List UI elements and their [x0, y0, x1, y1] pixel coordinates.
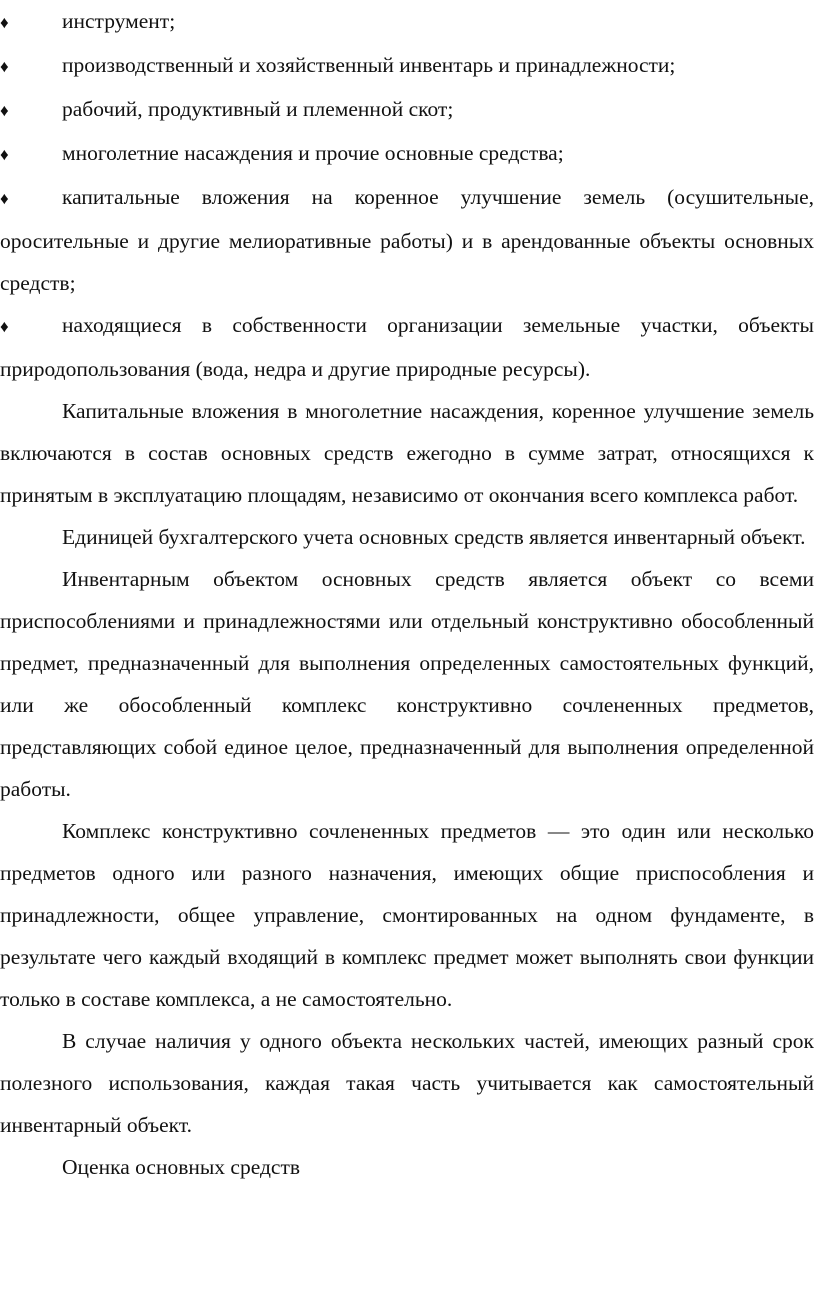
- bullet-text: инструмент;: [62, 9, 176, 33]
- bullet-text: рабочий, продуктивный и племенной скот;: [62, 97, 454, 121]
- body-paragraph: Капитальные вложения в многолетние насаждения, коренное улучшение земель включаются в состав основных средств ежегодно в сумме затрат, относящихся к принятым в эксплуатацию площадям, независимо от окончания всего комплекса работ.: [0, 399, 814, 507]
- bullet-text: капитальные вложения на коренное улучшение земель (осушительные, оросительные и другие мелиоративные работы) и в арендованные объекты основных средств;: [0, 185, 814, 295]
- bullet-item: [0, 0, 814, 44]
- diamond-bullet-icon: ♦: [0, 57, 9, 76]
- bullet-item: [0, 88, 814, 132]
- bullet-item: [0, 176, 814, 304]
- bullet-item: [0, 44, 814, 88]
- body-paragraph: В случае наличия у одного объекта нескольких частей, имеющих разный срок полезного использования, каждая такая часть учитывается как самостоятельный инвентарный объект.: [0, 1029, 814, 1137]
- body-paragraph: Единицей бухгалтерского учета основных средств является инвентарный объект.: [62, 525, 806, 549]
- section-heading: Оценка основных средств: [62, 1155, 301, 1179]
- diamond-bullet-icon: ♦: [0, 13, 9, 32]
- bullet-text: находящиеся в собственности организации земельные участки, объекты природопользования (вода, недра и другие природные ресурсы).: [0, 313, 814, 381]
- body-paragraph: Комплекс конструктивно сочлененных предметов — это один или несколько предметов одного или разного назначения, имеющих общие приспособления и принадлежности, общее управление, смонтированных на одном фундаменте, в результате чего каждый входящий в комплекс предмет может выполнять свои функции только в составе комплекса, а не самостоятельно.: [0, 819, 814, 1011]
- diamond-bullet-icon: ♦: [0, 145, 9, 164]
- bullet-text: многолетние насаждения и прочие основные средства;: [62, 141, 564, 165]
- diamond-bullet-icon: ♦: [0, 101, 9, 120]
- diamond-bullet-icon: ♦: [0, 189, 9, 208]
- bullet-item: [0, 132, 814, 176]
- bullet-text: производственный и хозяйственный инвентарь и принадлежности;: [62, 53, 676, 77]
- bullet-item: [0, 304, 814, 390]
- body-paragraph: Инвентарным объектом основных средств является объект со всеми приспособлениями и принадлежностями или отдельный конструктивно обособленный предмет, предназначенный для выполнения определенных самостоятельных функций, или же обособленный комплекс конструктивно сочлененных предметов, представляющих собой единое целое, предназначенный для выполнения определенной работы.: [0, 567, 814, 801]
- diamond-bullet-icon: ♦: [0, 317, 9, 336]
